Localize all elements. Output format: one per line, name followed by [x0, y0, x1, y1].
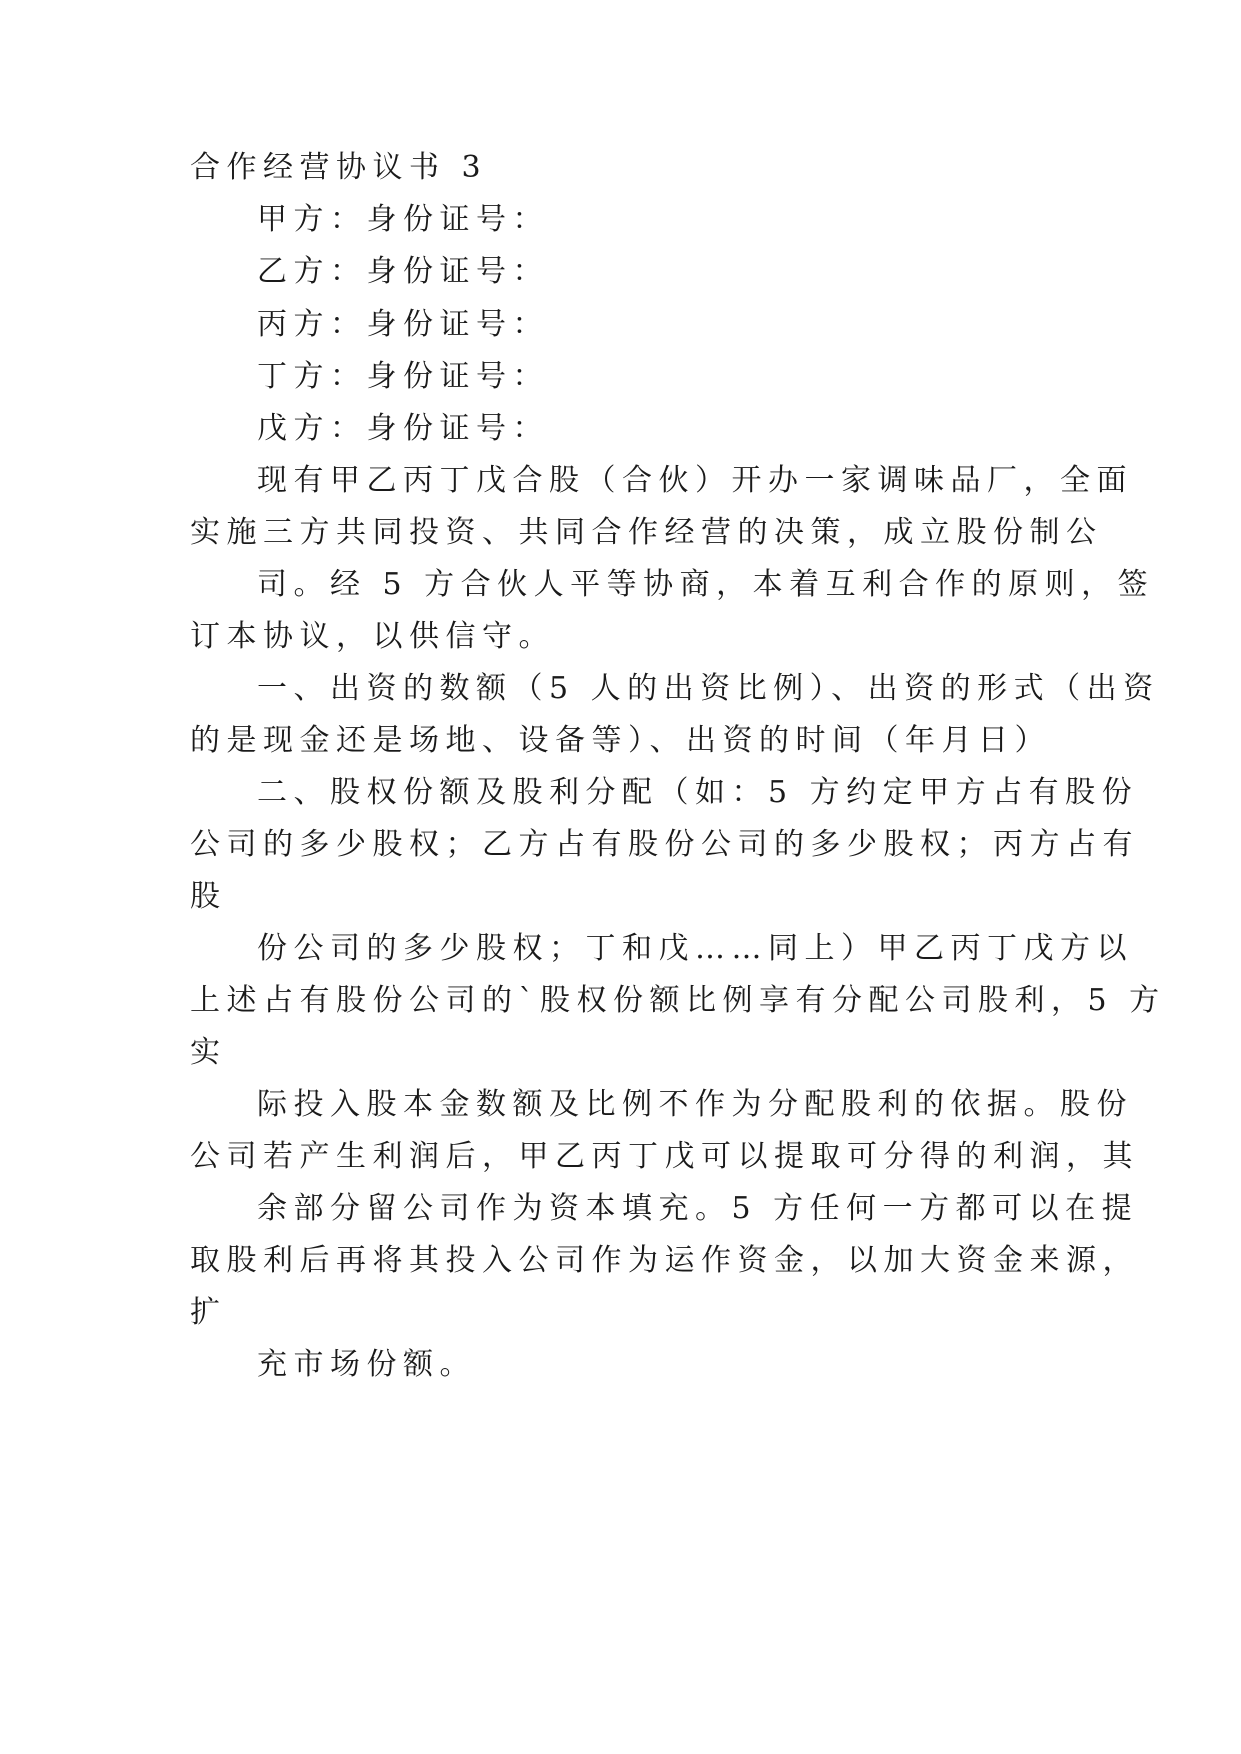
body-line: 现有甲乙丙丁戊合股（合伙）开办一家调味品厂，全面 — [257, 463, 1133, 498]
body-line: 实施三方共同投资、共同合作经营的决策，成立股份制公 — [190, 515, 1103, 550]
body-line: 公司若产生利润后，甲乙丙丁戊可以提取可分得的利润，其 — [190, 1139, 1139, 1174]
body-line: 份公司的多少股权；丁和戊……同上）甲乙丙丁戊方以 — [257, 931, 1133, 966]
body-line: 余部分留公司作为资本填充。5 方任何一方都可以在提 — [257, 1191, 1139, 1226]
party-line-wu: 戊方：身份证号： — [257, 411, 549, 446]
body-line: 际投入股本金数额及比例不作为分配股利的依据。股份 — [257, 1087, 1133, 1122]
body-line: 一、出资的数额（5 人的出资比例）、出资的形式（出资 — [257, 671, 1160, 706]
party-line-ding: 丁方：身份证号： — [257, 359, 549, 394]
body-line: 扩 — [190, 1295, 227, 1330]
party-line-jia: 甲方：身份证号： — [257, 202, 549, 237]
body-line: 实 — [190, 1035, 227, 1070]
body-line: 股 — [190, 879, 227, 914]
body-line: 订本协议，以供信守。 — [190, 619, 555, 654]
document-title: 合作经营协议书 3 — [190, 150, 488, 185]
body-line: 取股利后再将其投入公司作为运作资金，以加大资金来源， — [190, 1243, 1139, 1278]
body-line: 司。经 5 方合伙人平等协商，本着互利合作的原则，签 — [257, 567, 1155, 602]
body-line: 充市场份额。 — [257, 1347, 476, 1382]
body-line: 公司的多少股权；乙方占有股份公司的多少股权；丙方占有 — [190, 827, 1139, 862]
party-line-bing: 丙方：身份证号： — [257, 307, 549, 342]
body-line: 的是现金还是场地、设备等）、出资的时间（年月日） — [190, 723, 1051, 758]
body-line: 二、股权份额及股利分配（如：5 方约定甲方占有股份 — [257, 775, 1139, 810]
party-line-yi: 乙方：身份证号： — [257, 254, 549, 289]
body-line: 上述占有股份公司的`股权份额比例享有分配公司股利，5 方 — [190, 983, 1166, 1018]
